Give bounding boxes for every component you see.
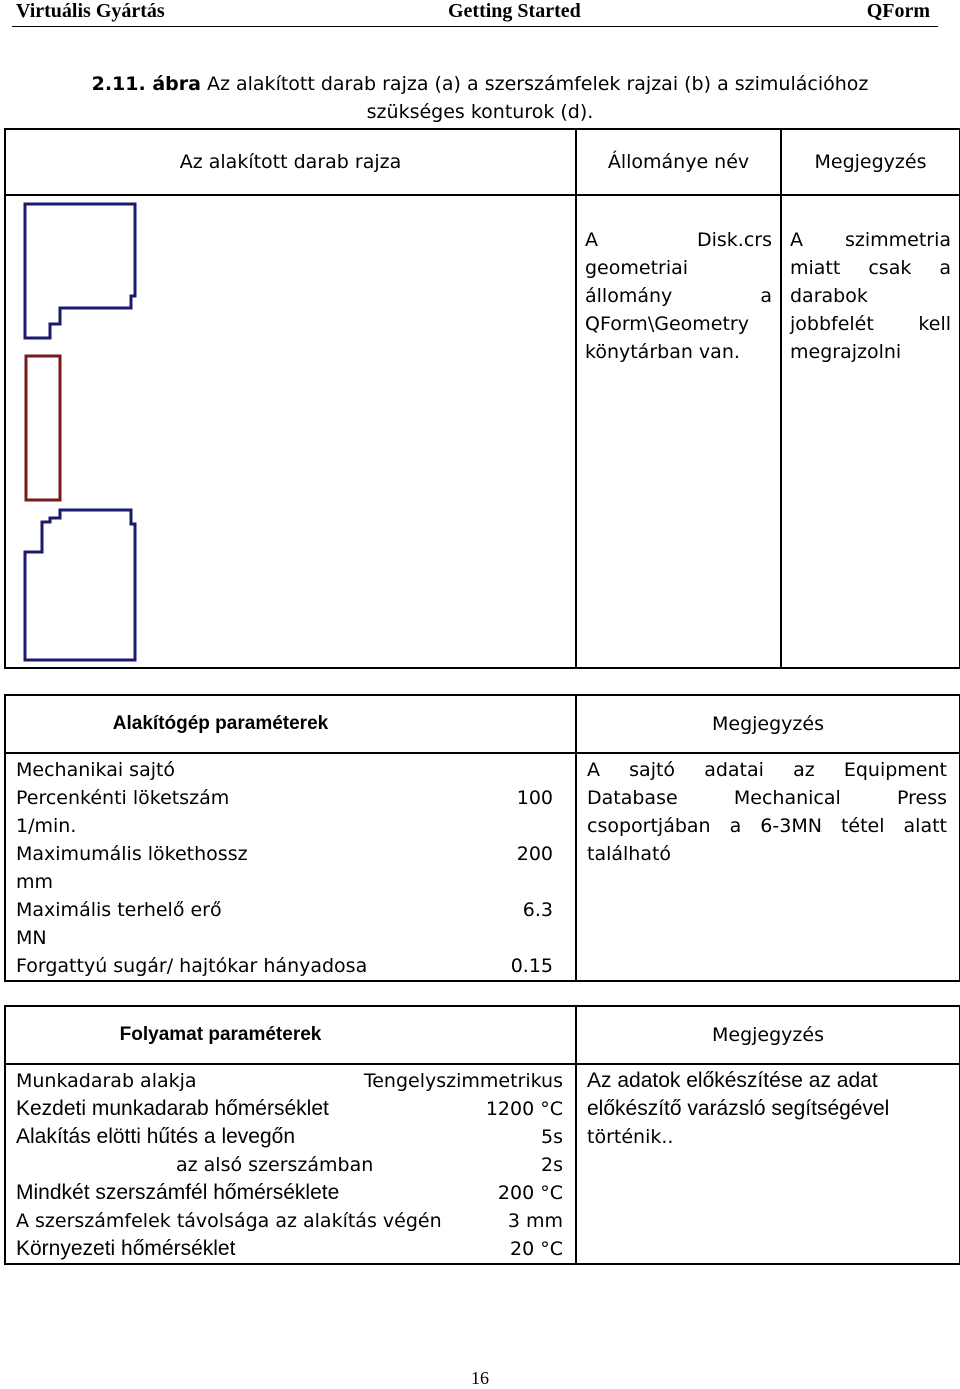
note-line: jobbfelét kell [790,313,951,335]
drawing-cell [5,195,576,668]
press-param-label: mm [16,871,54,893]
process-note-cell [576,1064,960,1264]
lower-die-contour [25,510,135,660]
upper-die-contour [25,204,135,338]
process-params-cell [5,1064,576,1264]
press-params-list [16,756,553,980]
press-param-row [16,784,553,812]
press-param-row [16,812,553,840]
header-right: QForm [866,0,930,22]
process-param-label: Alakítás elötti hűtés a levegőn [16,1125,296,1148]
note-cell [781,195,960,668]
file-line: geometriai [585,257,689,279]
press-param-value: 100 [516,787,553,809]
press-param-row [16,840,553,868]
press-param-label: Maximális terhelő erő [16,899,222,921]
press-note-header: Megjegyzés [576,695,960,753]
header-left: Virtuális Gyártás [16,0,165,22]
process-param-value: Tengelyszimmetrikus [363,1070,563,1092]
press-params-header: Alakítógép paraméterek [5,695,576,753]
press-param-label: Mechanikai sajtó [16,759,176,781]
caption-label: 2.11. ábra [91,73,201,95]
press-param-value: 6.3 [522,899,553,921]
process-param-row [16,1151,563,1179]
press-param-row [16,896,553,924]
geometry-table [4,128,960,669]
press-param-value: 0.15 [510,955,553,977]
process-param-row [16,1235,563,1263]
press-param-label: 1/min. [16,815,77,837]
page-number: 16 [471,1368,489,1388]
process-params-table [4,1005,960,1265]
process-param-row [16,1067,563,1095]
process-note-line: Az adatok előkészítése az adat [587,1069,878,1092]
press-param-row [16,952,553,980]
press-note-line: csoportjában a 6-3MN tétel alatt [587,815,947,837]
process-param-label: Kezdeti munkadarab hőmérséklet [16,1097,329,1120]
press-param-row [16,756,553,784]
note-line: miatt csak a [790,257,951,279]
process-param-value: 5s [541,1126,563,1148]
press-param-label: Forgattyú sugár/ hajtókar hányadosa [16,955,368,977]
press-note-line: található [587,843,672,865]
press-param-label: Percenkénti löketszám [16,787,230,809]
running-header [12,0,938,27]
workpiece-contour [26,356,60,500]
figure-caption-line2: szükséges konturok (d). [366,101,594,123]
process-note-header: Megjegyzés [576,1006,960,1064]
file-line: könytárban van. [585,341,740,363]
note-line: megrajzolni [790,341,902,363]
process-note-line: előkészítő varázsló segítségével [587,1097,890,1120]
header-note: Megjegyzés [781,129,960,195]
file-line: QForm\Geometry [585,313,749,335]
process-param-row [16,1207,563,1235]
process-param-row [16,1123,563,1151]
process-param-value: 2s [541,1154,563,1176]
file-line: állomány a [585,285,772,307]
press-param-label: Maximumális lökethossz [16,843,248,865]
press-param-value: 200 [516,843,553,865]
process-param-label: Mindkét szerszámfél hőmérséklete [16,1181,340,1204]
press-params-table [4,694,960,982]
header-center: Getting Started [448,0,581,22]
press-param-row [16,924,553,952]
press-note-cell [576,753,960,981]
header-drawing: Az alakított darab rajza [5,129,576,195]
process-note-line: történik.. [587,1126,674,1148]
note-line: darabok [790,285,868,307]
process-param-label: az alsó szerszámban [176,1154,374,1176]
note-line: A szimmetria [790,229,951,251]
press-param-label: MN [16,927,47,949]
press-param-row [16,868,553,896]
process-param-label: Munkadarab alakja [16,1070,197,1092]
process-param-value: 200 °C [497,1182,563,1204]
caption-line1: Az alakított darab rajza (a) a szerszámfelek rajzai (b) a szimulációhoz [206,73,869,95]
header-filename: Állománye név [576,129,781,195]
press-note-line: Database Mechanical Press [587,787,947,809]
figure-caption [0,70,960,98]
process-param-value: 20 °C [510,1238,563,1260]
file-info-cell [576,195,781,668]
process-params-list [16,1067,563,1263]
process-param-label: A szerszámfelek távolsága az alakítás végén [16,1210,442,1232]
part-contour-drawing [6,196,573,662]
process-param-value: 3 mm [507,1210,563,1232]
process-param-row [16,1179,563,1207]
press-params-cell [5,753,576,981]
process-param-row [16,1095,563,1123]
file-line: A Disk.crs [585,229,772,251]
process-params-header: Folyamat paraméterek [5,1006,576,1064]
process-param-value: 1200 °C [485,1098,563,1120]
press-note-line: A sajtó adatai az Equipment [587,759,947,781]
process-param-label: Környezeti hőmérséklet [16,1237,236,1260]
